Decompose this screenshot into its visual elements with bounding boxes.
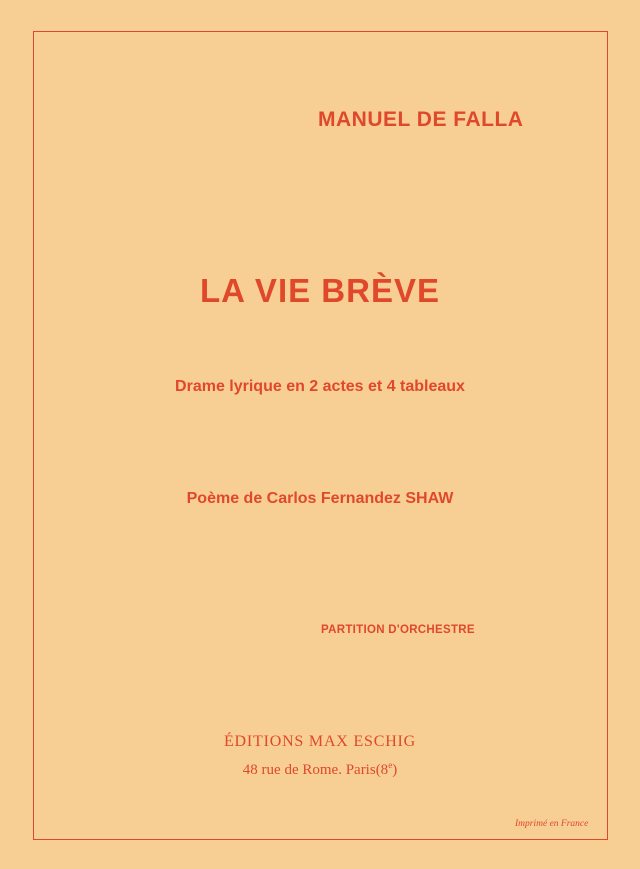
score-type-label: PARTITION D'ORCHESTRE — [321, 624, 475, 636]
publisher-name: ÉDITIONS MAX ESCHIG — [223, 733, 417, 750]
address-superscript: e — [388, 760, 393, 770]
poem-credit: Poème de Carlos Fernandez SHAW — [186, 490, 454, 507]
work-title: LA VIE BRÈVE — [200, 272, 440, 309]
address-closing: ) — [392, 762, 398, 778]
imprint-note: Imprimé en France — [515, 819, 589, 829]
address-text: 48 rue de Rome. Paris(8 — [242, 762, 389, 778]
composer-name: MANUEL DE FALLA — [318, 108, 524, 131]
cover-border-frame — [33, 31, 608, 840]
publisher-address — [0, 760, 640, 779]
work-subtitle: Drame lyrique en 2 actes et 4 tableaux — [175, 378, 465, 395]
